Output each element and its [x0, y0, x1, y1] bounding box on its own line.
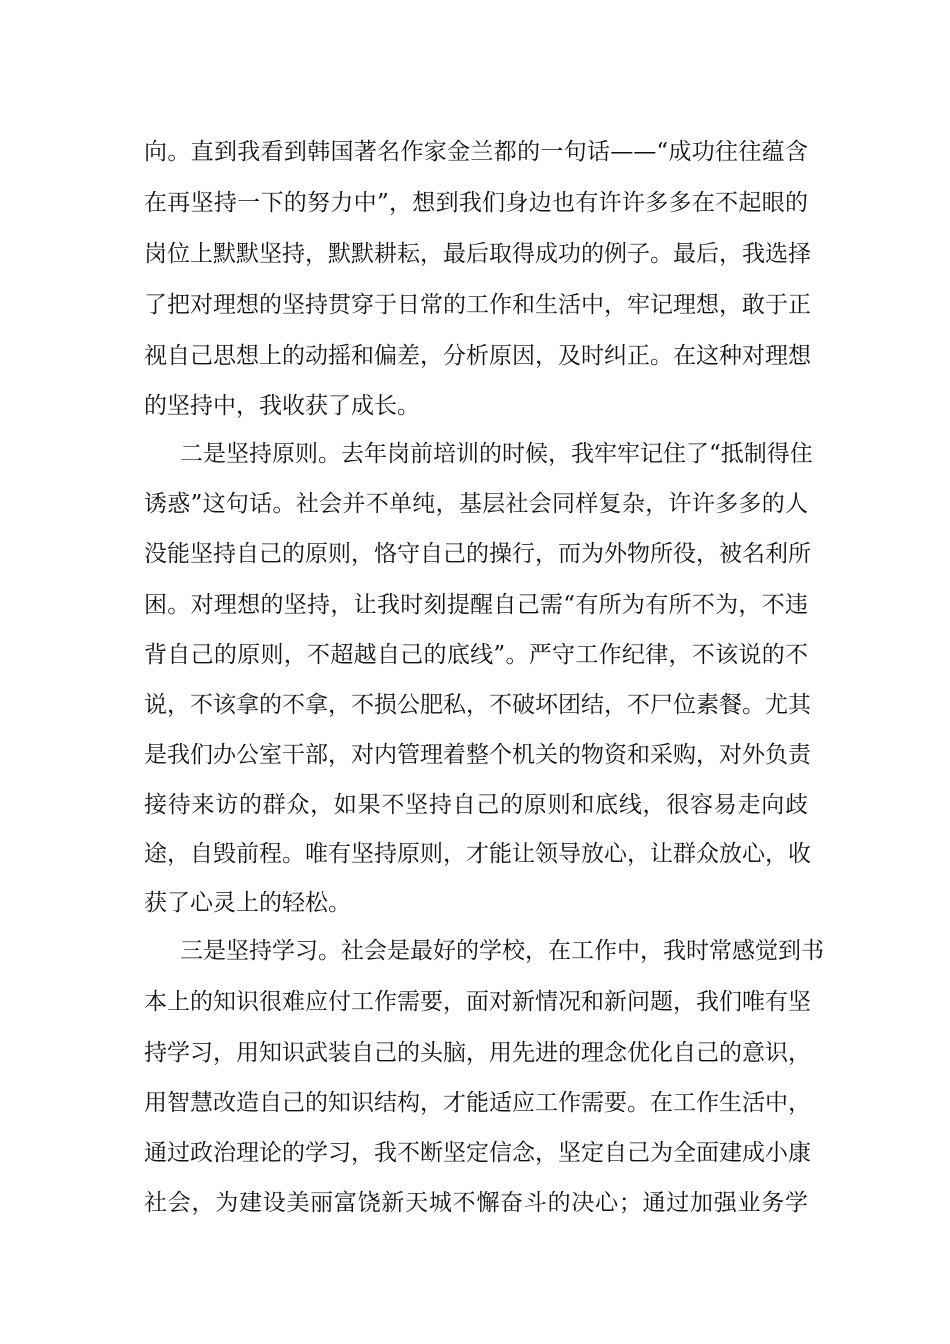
text-line: 在再坚持一下的努力中”，想到我们身边也有许许多多在不起眼的 — [144, 190, 808, 216]
text-line: 的坚持中，我收获了成长。 — [144, 393, 420, 419]
text-line: 获了心灵上的轻松。 — [144, 890, 351, 916]
text-line: 接待来访的群众，如果不坚持自己的原则和底线，很容易走向歧 — [144, 792, 808, 818]
text-line: 用智慧改造自己的知识结构，才能适应工作需要。在工作生活中， — [144, 1090, 811, 1116]
text-line: 途，自毁前程。唯有坚持原则，才能让领导放心，让群众放心，收 — [144, 841, 811, 867]
paragraph-first-line: 三是坚持学习。社会是最好的学校，在工作中，我时常感觉到书 — [180, 938, 824, 964]
text-line: 视自己思想上的动摇和偏差，分析原因，及时纠正。在这种对理想 — [144, 343, 811, 369]
text-line: 社会，为建设美丽富饶新天城不懈奋斗的决心；通过加强业务学 — [144, 1190, 808, 1216]
text-line: 持学习，用知识武装自己的头脑，用先进的理念优化自己的意识， — [144, 1040, 811, 1066]
text-line: 背自己的原则，不超越自己的底线”。严守工作纪律，不该说的不 — [144, 642, 808, 668]
text-line: 通过政治理论的学习，我不断坚定信念，坚定自己为全面建成小康 — [144, 1140, 811, 1166]
text-line: 没能坚持自己的原则，恪守自己的操行，而为外物所役，被名利所 — [144, 541, 811, 567]
text-line: 本上的知识很难应付工作需要，面对新情况和新问题，我们唯有坚 — [144, 989, 811, 1015]
text-line: 了把对理想的坚持贯穿于日常的工作和生活中，牢记理想，敢于正 — [144, 292, 811, 318]
text-line: 困。对理想的坚持，让我时刻提醒自己需“有所为有所不为，不违 — [144, 592, 808, 618]
text-line: 说，不该拿的不拿，不损公肥私，不破坏团结，不尸位素餐。尤其 — [144, 692, 811, 718]
text-line: 向。直到我看到韩国著名作家金兰都的一句话——“成功往往蕴含 — [144, 139, 808, 165]
paragraph-first-line: 二是坚持原则。去年岗前培训的时候，我牢牢记住了“抵制得住 — [180, 441, 813, 467]
text-line: 是我们办公室干部，对内管理着整个机关的物资和采购，对外负责 — [144, 742, 811, 768]
text-line: 岗位上默默坚持，默默耕耘，最后取得成功的例子。最后，我选择 — [144, 241, 811, 267]
text-line: 诱惑”这句话。社会并不单纯，基层社会同样复杂，许许多多的人 — [144, 491, 808, 517]
